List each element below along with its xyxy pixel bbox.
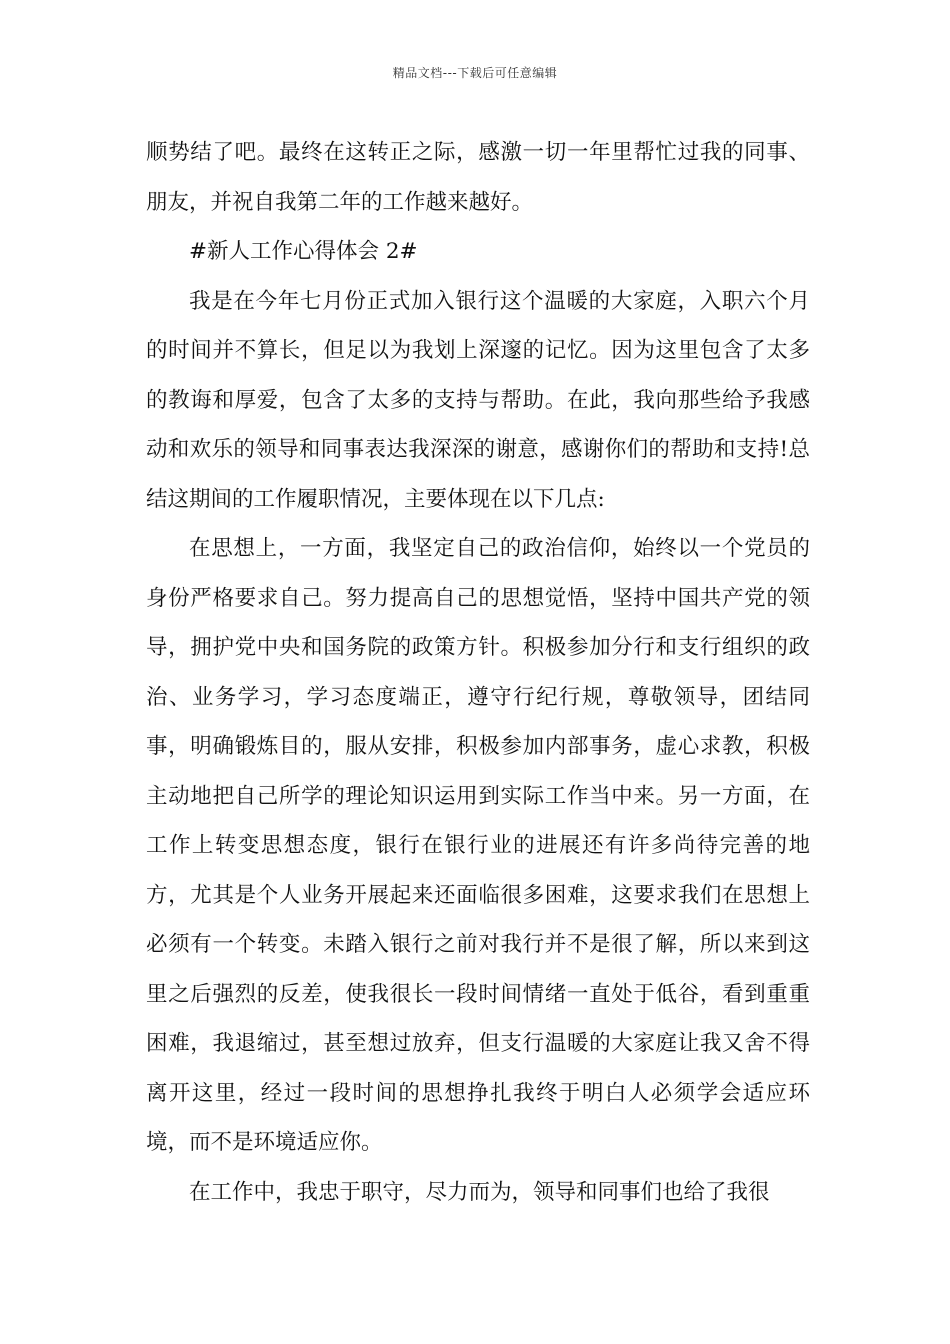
paragraph-thought: 在思想上，一方面，我坚定自己的政治信仰，始终以一个党员的身份严格要求自己。努力提高自己的思想觉悟，坚持中国共产党的领导，拥护党中央和国务院的政策方针。积极参加分行和支行组织的政治、业务学习，学习态度端正，遵守行纪行规，尊敬领导，团结同事，明确锻炼目的，服从安排，积极参加内部事务，虚心求教，积极主动地把自己所学的理论知识运用到实际工作当中来。另一方面，在工作上转变思想态度，银行在银行业的进展还有许多尚待完善的地方，尤其是个人业务开展起来还面临很多困难，这要求我们在思想上必须有一个转变。未踏入银行之前对我行并不是很了解，所以来到这里之后强烈的反差，使我很长一段时间情绪一直处于低谷，看到重重困难，我退缩过，甚至想过放弃，但支行温暖的大家庭让我又舍不得离开这里，经过一段时间的思想挣扎我终于明白人必须学会适应环境，而不是环境适应你。 — [146, 536, 810, 1155]
paragraph-work: 在工作中，我忠于职守，尽力而为，领导和同事们也给了我很 — [189, 1179, 770, 1205]
document-body — [146, 128, 810, 1217]
paragraph-intro: 我是在今年七月份正式加入银行这个温暖的大家庭，入职六个月的时间并不算长，但足以为我划上深邃的记忆。因为这里包含了太多的教诲和厚爱，包含了太多的支持与帮助。在此，我向那些给予我感动和欢乐的领导和同事表达我深深的谢意，感谢你们的帮助和支持!总结这期间的工作履职情况，主要体现在以下几点: — [146, 288, 810, 512]
section-heading: #新人工作心得体会 2# — [189, 239, 418, 264]
page-header: 精品文档---下载后可任意编辑 — [392, 66, 558, 80]
paragraph-continuation: 顺势结了吧。最终在这转正之际，感激一切一年里帮忙过我的同事、朋友，并祝自我第二年的工作越来越好。 — [146, 140, 810, 215]
